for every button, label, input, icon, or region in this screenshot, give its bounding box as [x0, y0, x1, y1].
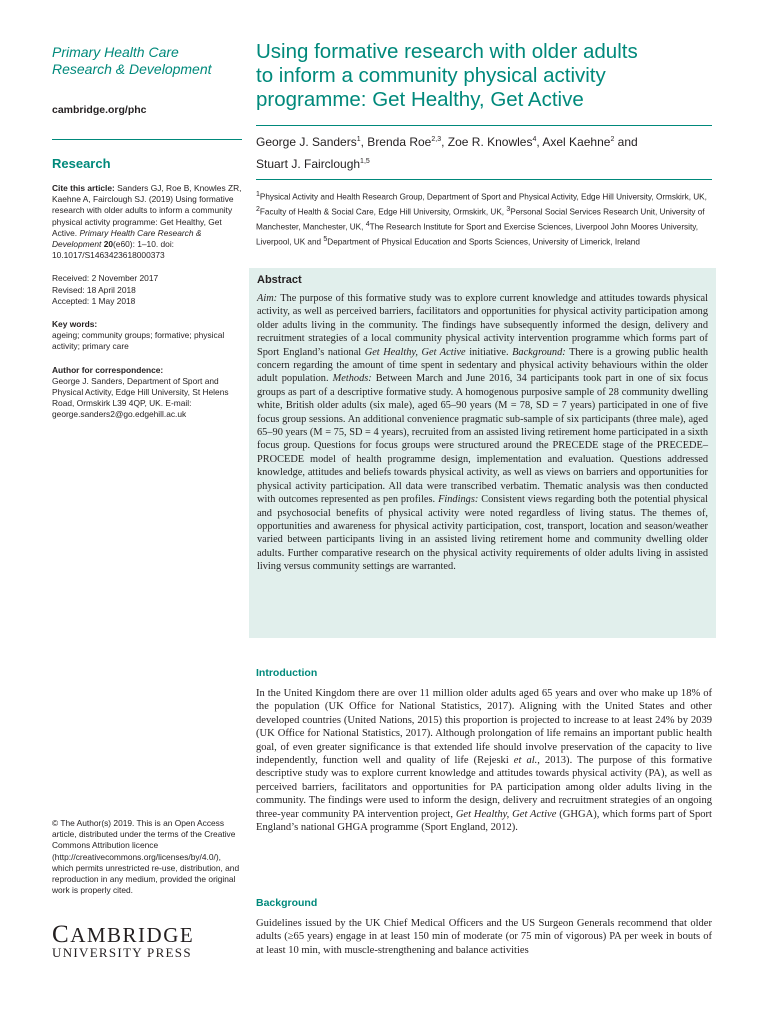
aim-end: initiative.: [469, 346, 509, 358]
journal-url-link[interactable]: cambridge.org/phc: [52, 104, 147, 116]
sidebar: [52, 44, 242, 421]
intro-text-2: , 2013). The purpose of this formative descriptive study was to explore current knowledge and attitudes towards physical activity (PA), as well as perceived barriers, facilitators and opportunities for PA participation among older adults living in the community. The findings were used to inform the design, delivery and recruitment strategies of an ongoing three-year community PA intervention project,: [256, 755, 712, 820]
affiliation-text: Department of Physical Education and Sports Sciences, University of Limerick, Ireland: [327, 238, 640, 248]
affil-sup: 4: [365, 221, 370, 229]
intro-italic-2: Get Healthy, Get Active: [455, 808, 557, 820]
intro-text-1: In the United Kingdom there are over 11 million older adults aged 65 years and over who make up 18% of the population (UK Office for National Statistics, 2017). Aligning with the United States and other developed countries (United Nations, 2015) this proportion is projected to increase to at least 24% by 2039 (UK Office for National Statistics, 2017). Although prolongation of life remains an important public health goal, of even greater significance is that extended life should involve preservation of the capacity to live independently, function well and quality of life (Rejeski: [256, 688, 712, 767]
background-section: [256, 897, 712, 957]
intro-text-3: (GHGA), which forms part of Sport England’s national GHGA programme (Sport England, 2012).: [256, 808, 712, 834]
aim-text: The purpose of this formative study was to explore current knowledge and attitudes towards physical activity, as well as perceived barriers, facilitators and opportunities for physical activity participation among older adults living in the community. The findings have subsequently informed the design, delivery and recruitment strategies of a local community physical activity intervention programme which forms part of Sport England’s national: [257, 293, 708, 358]
correspondence-block: [52, 365, 242, 421]
affil-sup: 5: [323, 236, 328, 244]
author-name[interactable]: Stuart J. Fairclough: [256, 157, 361, 171]
journal-name-line1: Primary Health Care: [52, 44, 179, 60]
affiliation-text: Faculty of Health & Social Care, Edge Hill University, Ormskirk, UK,: [259, 207, 505, 217]
logo-sub-text: UNIVERSITY PRESS: [52, 945, 192, 960]
affiliations: [256, 189, 712, 250]
aim-italic: Get Healthy, Get Active: [364, 346, 466, 358]
accepted-date: Accepted: 1 May 2018: [52, 295, 136, 306]
citation-block: [52, 183, 242, 261]
dates-block: [52, 273, 242, 307]
background-paragraph: Guidelines issued by the UK Chief Medical Officers and the US Surgeon Generals recommend that older adults (≥65 years) engage in at least 150 min of moderate (or 75 min of vigorous) PA per week in bouts of at least 10 min, with muscle-strengthening and balance activities: [256, 918, 712, 956]
aim-label: Aim:: [257, 293, 278, 304]
intro-italic-1: et al.: [513, 755, 538, 767]
author-sup: 2: [610, 136, 615, 143]
keywords-block: [52, 319, 242, 353]
methods-text: Between March and June 2016, 34 participants took part in one of six focus groups as part of a descriptive formative study. A homogenous purposive sample of 28 community dwelling white, British older adults (six male), aged 65–90 years (M = 78, SD = 7 years) participated in one of five focus group sessions. An additional convenience pragmatic sub-sample of six participants (three male), aged 65–90 years (M = 75, SD = 4 years), recruited from an assisted living retirement home participated in a sixth focus group. Questions for focus groups were structured around the PRECEDE stage of the PRECEDE–PROCEDE model of health programme design, implementation and evaluation. Questions addressed knowledge, attitudes and beliefs towards physical activity, as well as views on barriers and opportunities for physical activity participation. All data were transcribed verbatim. Thematic analysis was then conducted with outcomes represented as pen profiles.: [257, 373, 708, 506]
received-date: Received: 2 November 2017: [52, 273, 159, 284]
introduction-section: [256, 667, 712, 834]
logo-main-text: AMBRIDGE: [70, 923, 195, 947]
author-sup: 4: [532, 136, 537, 143]
abstract-box: [249, 268, 716, 638]
abstract-heading: Abstract: [257, 274, 302, 286]
affiliation-text: Personal Social Services Research Unit, University of Manchester, Manchester, UK,: [256, 207, 705, 233]
author-name[interactable]: , Axel Kaehne: [536, 135, 611, 149]
cite-text: Sanders GJ, Roe B, Knowles ZR, Kaehne A, Fairclough SJ. (2019) Using formative research with older adults to inform a community physical activity programme: Get Healthy, Get Active.: [52, 183, 242, 238]
correspondence-label: Author for correspondence:: [52, 364, 164, 375]
cite-volume: 20: [103, 239, 114, 250]
author-sup: 1: [356, 136, 361, 143]
logo-cap: C: [52, 921, 71, 948]
title-divider: [256, 125, 712, 126]
title-line1: Using formative research with older adults: [256, 40, 638, 63]
findings-label: Findings:: [438, 494, 479, 506]
affil-sup: 1: [256, 191, 260, 198]
keywords-label: Key words:: [52, 319, 98, 330]
author-list: [256, 130, 712, 174]
introduction-paragraph: [256, 687, 712, 834]
abstract-body: [257, 292, 708, 574]
background-text: There is a growing public health concern regarding the amount of time spent in sedentary and physical activity behaviours within the older adult population.: [257, 346, 708, 385]
background-heading: Background: [256, 897, 318, 909]
introduction-heading: Introduction: [256, 667, 318, 679]
affil-sup: 2: [256, 206, 260, 214]
authors-divider: [256, 179, 712, 180]
affiliation-text: The Research Institute for Sport and Exercise Sciences, Liverpool John Moores University, Liverpool, UK and: [256, 223, 699, 248]
publisher-logo: [52, 921, 242, 960]
article-type-label: Research: [52, 156, 111, 171]
title-line3: programme: Get Healthy, Get Active: [256, 88, 584, 111]
author-name[interactable]: , Brenda Roe: [360, 135, 432, 149]
author-sup: 1,5: [360, 158, 370, 165]
author-sup: 2,3: [431, 136, 442, 143]
author-separator: and: [614, 135, 638, 149]
journal-name[interactable]: [52, 44, 242, 78]
cite-label: Cite this article:: [52, 183, 115, 193]
journal-name-line2: Research & Development: [52, 61, 212, 77]
article-title: [256, 40, 712, 112]
article-header: [256, 40, 712, 250]
keywords-text: ageing; community groups; formative; physical activity; primary care: [52, 330, 225, 352]
cite-journal: Primary Health Care Research & Development: [52, 227, 202, 250]
methods-label: Methods:: [332, 373, 372, 385]
correspondence-text[interactable]: George J. Sanders, Department of Sport and Physical Activity, Edge Hill University, St Helens Road, Ormskirk L39 4QP, UK. E-mail: george.sanders2@go.edgehill.ac.uk: [52, 375, 229, 420]
license-text: © The Author(s) 2019. This is an Open Access article, distributed under the terms of the Creative Commons Attribution licence (http://creativecommons.org/licenses/by/4.0/), which permits unrestricted re-use, distribution, and reproduction in any medium, provided the original work is properly cited.: [52, 818, 240, 896]
author-name[interactable]: , Zoe R. Knowles: [441, 135, 533, 149]
affiliation-text: Physical Activity and Health Research Group, Department of Sport and Physical Activity, Edge Hill University, Ormskirk, UK,: [259, 192, 707, 202]
title-line2: to inform a community physical activity: [256, 64, 606, 87]
sidebar-divider: [52, 139, 242, 140]
cite-doi[interactable]: (e60): 1–10. doi: 10.1017/S1463423618000373: [52, 239, 175, 261]
author-name[interactable]: George J. Sanders: [256, 135, 357, 149]
affil-sup: 3: [506, 206, 511, 214]
revised-date: Revised: 18 April 2018: [52, 284, 136, 295]
findings-text: Consistent views regarding both the potential physical and psychosocial benefits of physical activity were noted regardless of living status. The themes of, opportunities and awareness for physical activity participation, cost, transport, location and season/weather varied between participants living in an assisted living retirement home and community dwelling older adults. Further comparative research on the physical activity requirements of older adults living in assisted living versus community settings are warranted.: [257, 494, 708, 573]
background-label: Background:: [512, 346, 566, 358]
